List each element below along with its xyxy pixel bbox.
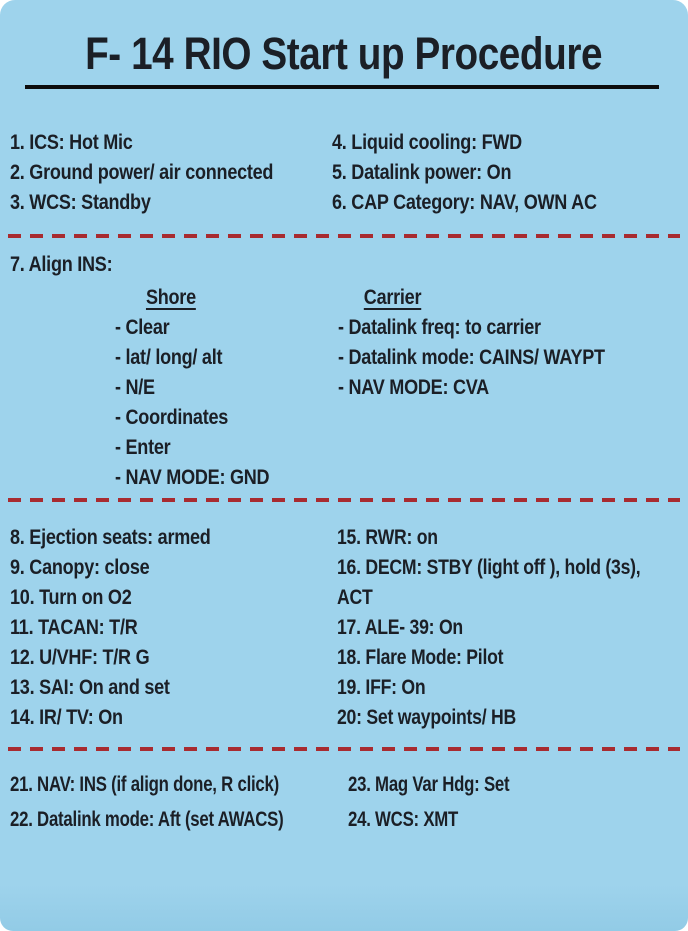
checklist-item: 18. Flare Mode: Pilot: [337, 646, 504, 669]
title-underline: [25, 85, 659, 89]
checklist-item: 2. Ground power/ air connected: [10, 161, 274, 184]
checklist-item: 24. WCS: XMT: [348, 808, 459, 831]
column-header-carrier: [338, 283, 605, 313]
checklist-subitem: - lat/ long/ alt: [115, 346, 223, 369]
checklist-subitem: - N/E: [115, 376, 155, 399]
column-header-carrier-text: Carrier: [363, 286, 422, 309]
checklist-item: 11. TACAN: T/R: [10, 616, 138, 639]
checklist-item: 13. SAI: On and set: [10, 676, 170, 699]
section-heading-align-ins: [10, 250, 129, 280]
section-final-right-column: [348, 767, 550, 837]
section-divider: [8, 234, 680, 238]
checklist-item: 3. WCS: Standby: [10, 191, 151, 214]
checklist-item: 8. Ejection seats: armed: [10, 526, 211, 549]
checklist-item: 23. Mag Var Hdg: Set: [348, 773, 510, 796]
checklist-subitem: - Datalink freq: to carrier: [338, 316, 541, 339]
checklist-item: 22. Datalink mode: Aft (set AWACS): [10, 808, 284, 831]
section-initial-right-column: [332, 128, 640, 218]
checklist-subitem: - NAV MODE: CVA: [338, 376, 489, 399]
checklist-subitem: - NAV MODE: GND: [115, 466, 270, 489]
checklist-item: 14. IR/ TV: On: [10, 706, 123, 729]
checklist-subitem: - Clear: [115, 316, 170, 339]
checklist-item: 4. Liquid cooling: FWD: [332, 131, 522, 154]
checklist-item: 1. ICS: Hot Mic: [10, 131, 133, 154]
section-systems-right-column: [337, 523, 688, 733]
checklist-item: 21. NAV: INS (if align done, R click): [10, 773, 279, 796]
page-title-text: F- 14 RIO Start up Procedure: [85, 28, 603, 79]
section-divider: [8, 747, 680, 751]
shore-column: [115, 283, 294, 493]
section-final-left-column: [10, 767, 352, 837]
section-heading-text: 7. Align INS:: [10, 253, 113, 276]
checklist-item: 5. Datalink power: On: [332, 161, 512, 184]
section-initial-left-column: [10, 128, 316, 218]
checklist-subitem: - Datalink mode: CAINS/ WAYPT: [338, 346, 605, 369]
page-title: [0, 30, 688, 78]
carrier-column: [338, 283, 648, 403]
checklist-subitem: - Enter: [115, 436, 171, 459]
section-systems-left-column: [10, 523, 243, 733]
checklist-item: 15. RWR: on: [337, 526, 438, 549]
checklist-item: 17. ALE- 39: On: [337, 616, 463, 639]
checklist-item-continuation: ACT: [337, 586, 373, 609]
column-header-shore-text: Shore: [145, 286, 196, 309]
column-header-shore: [115, 283, 269, 313]
checklist-item: 20: Set waypoints/ HB: [337, 706, 516, 729]
checklist-item: 9. Canopy: close: [10, 556, 150, 579]
checklist-subitem: - Coordinates: [115, 406, 229, 429]
checklist-item: 6. CAP Category: NAV, OWN AC: [332, 191, 597, 214]
checklist-item: 10. Turn on O2: [10, 586, 132, 609]
checklist-item: 16. DECM: STBY (light off ), hold (3s),: [337, 556, 641, 579]
checklist-item: 12. U/VHF: T/R G: [10, 646, 150, 669]
section-divider: [8, 498, 680, 502]
checklist-item: 19. IFF: On: [337, 676, 426, 699]
